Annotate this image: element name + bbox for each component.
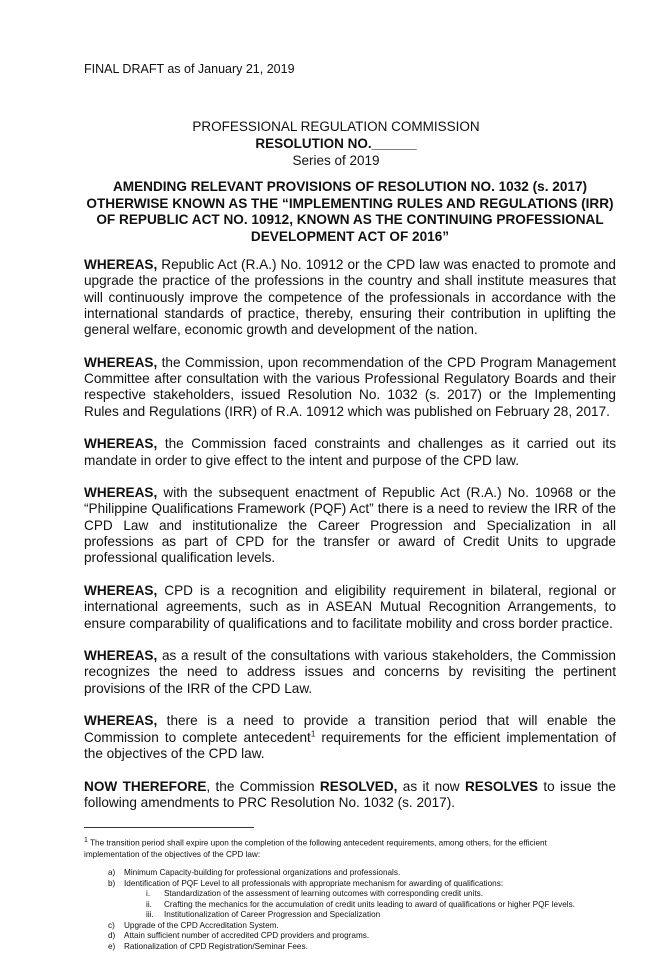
- list-marker: d): [108, 931, 116, 941]
- footnote-list-item: [84, 889, 584, 900]
- paragraph-text: to issue the following amendments to PRC Resolution No. 1032 (s. 2017).: [84, 778, 616, 810]
- paragraph-text: requirements for the efficient implementation of the objectives of the CPD law.: [84, 729, 616, 761]
- resolution-number: RESOLUTION NO.______: [255, 136, 417, 151]
- paragraph: [84, 485, 616, 566]
- footnote-list-item: [84, 868, 584, 879]
- paragraph-lead: WHEREAS,: [84, 648, 158, 664]
- paragraph-lead: NOW THEREFORE: [84, 778, 207, 794]
- paragraph-text: with the subsequent enactment of Republic Act (R.A.) No. 10968 or the “Philippine Qualifications Framework (PQF) Act” there is a need to review the IRR of the CPD Law and institutionalize the Career Progression and Specialization in all professions as part of CPD for the transfer or award of Credit Units to upgrade professional qualification levels.: [84, 485, 616, 566]
- list-marker: iii.: [146, 910, 154, 920]
- draft-label: FINAL DRAFT as of January 21, 2019: [84, 62, 295, 76]
- list-marker: c): [108, 920, 115, 930]
- footnote-list: [84, 868, 584, 952]
- list-item-text: Identification of PQF Level to all professionals with appropriate mechanism for awarding of qualifications:: [124, 878, 504, 888]
- agency-name: PROFESSIONAL REGULATION COMMISSION: [192, 119, 480, 134]
- list-marker: ii.: [146, 899, 152, 909]
- resolution-body: [84, 257, 616, 811]
- footnote-list-item: [84, 942, 584, 953]
- paragraph-text: , the Commission: [206, 778, 320, 794]
- list-item-text: Institutionalization of Career Progression and Specialization: [164, 910, 381, 920]
- paragraph: [84, 648, 616, 697]
- list-item-text: Crafting the mechanics for the accumulation of credit units leading to award of qualifications or higher PQF levels.: [164, 899, 575, 909]
- paragraph-text: Republic Act (R.A.) No. 10912 or the CPD law was enacted to promote and upgrade the practice of the professions in the country and shall institute measures that will continuously improve the competence of the professionals in accordance with the international standards of practice, thereby, ensuring their contribution in uplifting the general welfare, economic growth and development of the nation.: [84, 257, 616, 338]
- list-item-text: Attain sufficient number of accredited CPD providers and programs.: [124, 931, 370, 941]
- paragraph-text: there is a need to provide a transition period that will enable the Commission to complete antecedent: [84, 713, 616, 745]
- list-item-text: Rationalization of CPD Registration/Seminar Fees.: [124, 941, 308, 951]
- footnote-list-item: [84, 910, 584, 921]
- list-item-text: Upgrade of the CPD Accreditation System.: [124, 920, 279, 930]
- resolving-paragraph: [84, 779, 616, 812]
- list-marker: b): [108, 878, 116, 888]
- paragraph-text: as it now: [397, 778, 465, 794]
- paragraph: [84, 355, 616, 420]
- footnote-list-item: [84, 900, 584, 911]
- paragraph: [84, 436, 616, 469]
- paragraph: [84, 257, 616, 338]
- series: Series of 2019: [292, 153, 380, 168]
- list-marker: a): [108, 868, 116, 878]
- bold-text: RESOLVES: [464, 778, 538, 794]
- footnote-divider: [84, 827, 254, 828]
- paragraph-text: the Commission faced constraints and challenges as it carried out its mandate in order to give effect to the intent and purpose of the CPD law.: [84, 436, 616, 468]
- footnote-list-item: [84, 931, 584, 942]
- paragraph-lead: WHEREAS,: [84, 354, 158, 370]
- paragraph-lead: WHEREAS,: [84, 713, 158, 729]
- footnote-mark[interactable]: 1: [310, 729, 316, 739]
- paragraph-text: as a result of the consultations with various stakeholders, the Commission recognizes the need to address issues and concerns by revisiting the pertinent provisions of the IRR of the CPD Law.: [84, 648, 616, 696]
- paragraph-lead: WHEREAS,: [84, 582, 158, 598]
- list-marker: e): [108, 941, 116, 951]
- resolution-header: [0, 118, 672, 169]
- list-marker: i.: [146, 889, 151, 899]
- paragraph-text: the Commission, upon recommendation of the CPD Program Management Committee after consultation with the various Professional Regulatory Boards and their respective stakeholders, issued Resolution No. 1032 (s. 2017) or the Implementing Rules and Regulations (IRR) of R.A. 10912 which was published on February 28, 2017.: [84, 354, 616, 419]
- footnote-text: The transition period shall expire upon the completion of the following antecedent requirements, among others, for the efficient implementation of the objectives of the CPD law:: [84, 839, 547, 859]
- paragraph-lead: WHEREAS,: [84, 436, 158, 452]
- footnote-number: 1: [84, 837, 88, 845]
- list-item-text: Minimum Capacity-building for professional organizations and professionals.: [124, 868, 401, 878]
- paragraph-lead: WHEREAS,: [84, 485, 158, 501]
- footnote: [84, 836, 584, 952]
- paragraph-text: CPD is a recognition and eligibility requirement in bilateral, regional or international agreements, such as in ASEAN Mutual Recognition Arrangements, to ensure comparability of qualifications and to facilitate mobility and cross border practice.: [84, 582, 616, 631]
- resolution-title: AMENDING RELEVANT PROVISIONS OF RESOLUTION NO. 1032 (s. 2017) OTHERWISE KNOWN AS THE “IMPLEMENTING RULES AND REGULATIONS (IRR) OF REPUBLIC ACT NO. 10912, KNOWN AS THE CONTINUING PROFESSIONAL DEVELOPMENT ACT OF 2016”: [86, 179, 614, 244]
- paragraph: [84, 713, 616, 762]
- footnote-list-item: [84, 921, 584, 932]
- paragraph-lead: WHEREAS,: [84, 257, 158, 272]
- bold-text: RESOLVED,: [319, 778, 398, 794]
- paragraph: [84, 583, 616, 632]
- list-item-text: Standardization of the assessment of learning outcomes with corresponding credit units.: [164, 889, 484, 899]
- footnote-list-item: [84, 879, 584, 890]
